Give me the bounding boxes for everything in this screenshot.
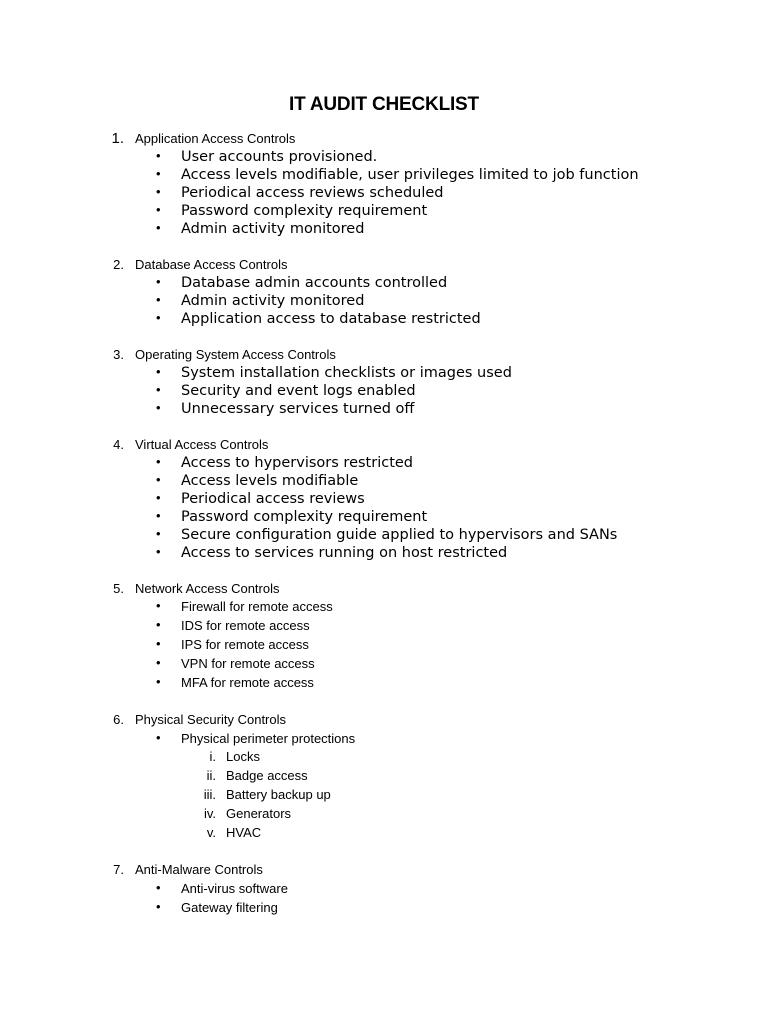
checklist-item: Access levels modifiable, user privileges limited to job function (181, 167, 639, 183)
bullet-icon: • (156, 544, 161, 559)
roman-numeral: iv. (203, 806, 216, 821)
section-number: 4. (113, 437, 124, 452)
bullet-icon: • (156, 166, 161, 181)
section-number: 7. (113, 862, 124, 877)
checklist-item: Password complexity requirement (181, 203, 428, 219)
checklist-item: Password complexity requirement (181, 509, 428, 525)
bullet-icon: • (156, 636, 161, 651)
checklist-item: Physical perimeter protections (181, 731, 356, 746)
bullet-icon: • (156, 400, 161, 415)
sub-item: Generators (226, 806, 292, 821)
bullet-icon: • (156, 674, 161, 689)
bullet-icon: • (156, 598, 161, 613)
checklist-item: MFA for remote access (181, 675, 314, 690)
bullet-icon: • (156, 655, 161, 670)
roman-numeral: iii. (203, 787, 216, 802)
bullet-icon: • (156, 617, 161, 632)
bullet-icon: • (156, 880, 161, 895)
checklist-item: Unnecessary services turned off (181, 401, 415, 417)
checklist-item: Anti-virus software (181, 881, 288, 896)
section-number: 1. (111, 130, 124, 147)
section-heading: Anti-Malware Controls (135, 862, 263, 877)
bullet-icon: • (156, 382, 161, 397)
section-number: 6. (113, 712, 124, 727)
roman-numeral: i. (209, 749, 216, 764)
section-heading: Virtual Access Controls (135, 437, 269, 452)
section-heading: Operating System Access Controls (135, 347, 336, 362)
section-heading: Network Access Controls (135, 581, 280, 596)
sub-item: HVAC (226, 825, 262, 840)
bullet-icon: • (156, 184, 161, 199)
checklist-item: Periodical access reviews scheduled (181, 185, 444, 201)
checklist-item: Firewall for remote access (181, 599, 333, 614)
bullet-icon: • (156, 490, 161, 505)
checklist-item: VPN for remote access (181, 656, 315, 671)
bullet-icon: • (156, 364, 161, 379)
section-heading: Database Access Controls (135, 257, 288, 272)
bullet-icon: • (156, 274, 161, 289)
checklist-item: Admin activity monitored (181, 293, 365, 309)
checklist-item: Secure configuration guide applied to hypervisors and SANs (181, 527, 618, 543)
bullet-icon: • (156, 526, 161, 541)
section-number: 5. (113, 581, 124, 596)
checklist-item: System installation checklists or images used (181, 365, 512, 381)
bullet-icon: • (156, 310, 161, 325)
checklist-item: Admin activity monitored (181, 221, 365, 237)
sub-item: Locks (226, 749, 260, 764)
bullet-icon: • (156, 472, 161, 487)
checklist-item: IDS for remote access (181, 618, 310, 633)
section-number: 2. (113, 257, 124, 272)
checklist-item: Periodical access reviews (181, 491, 365, 507)
bullet-icon: • (156, 899, 161, 914)
checklist-item: Access to hypervisors restricted (181, 455, 414, 471)
checklist-item: Security and event logs enabled (181, 383, 416, 399)
bullet-icon: • (156, 730, 161, 745)
roman-numeral: v. (206, 825, 216, 840)
bullet-icon: • (156, 454, 161, 469)
section-heading: Application Access Controls (135, 131, 296, 146)
bullet-icon: • (156, 220, 161, 235)
checklist-item: User accounts provisioned. (181, 149, 378, 165)
bullet-icon: • (156, 148, 161, 163)
section-heading: Physical Security Controls (135, 712, 286, 727)
page-title: IT AUDIT CHECKLIST (289, 94, 479, 115)
checklist-item: Gateway filtering (181, 900, 278, 915)
sub-item: Battery backup up (226, 787, 331, 802)
checklist-item: Access levels modifiable (181, 473, 359, 489)
roman-numeral: ii. (206, 768, 216, 783)
sub-item: Badge access (226, 768, 308, 783)
section-number: 3. (113, 347, 124, 362)
bullet-icon: • (156, 508, 161, 523)
checklist-item: Application access to database restricted (181, 311, 481, 327)
bullet-icon: • (156, 292, 161, 307)
checklist-item: Database admin accounts controlled (181, 275, 448, 291)
checklist-item: Access to services running on host restricted (181, 545, 508, 561)
bullet-icon: • (156, 202, 161, 217)
checklist-item: IPS for remote access (181, 637, 309, 652)
